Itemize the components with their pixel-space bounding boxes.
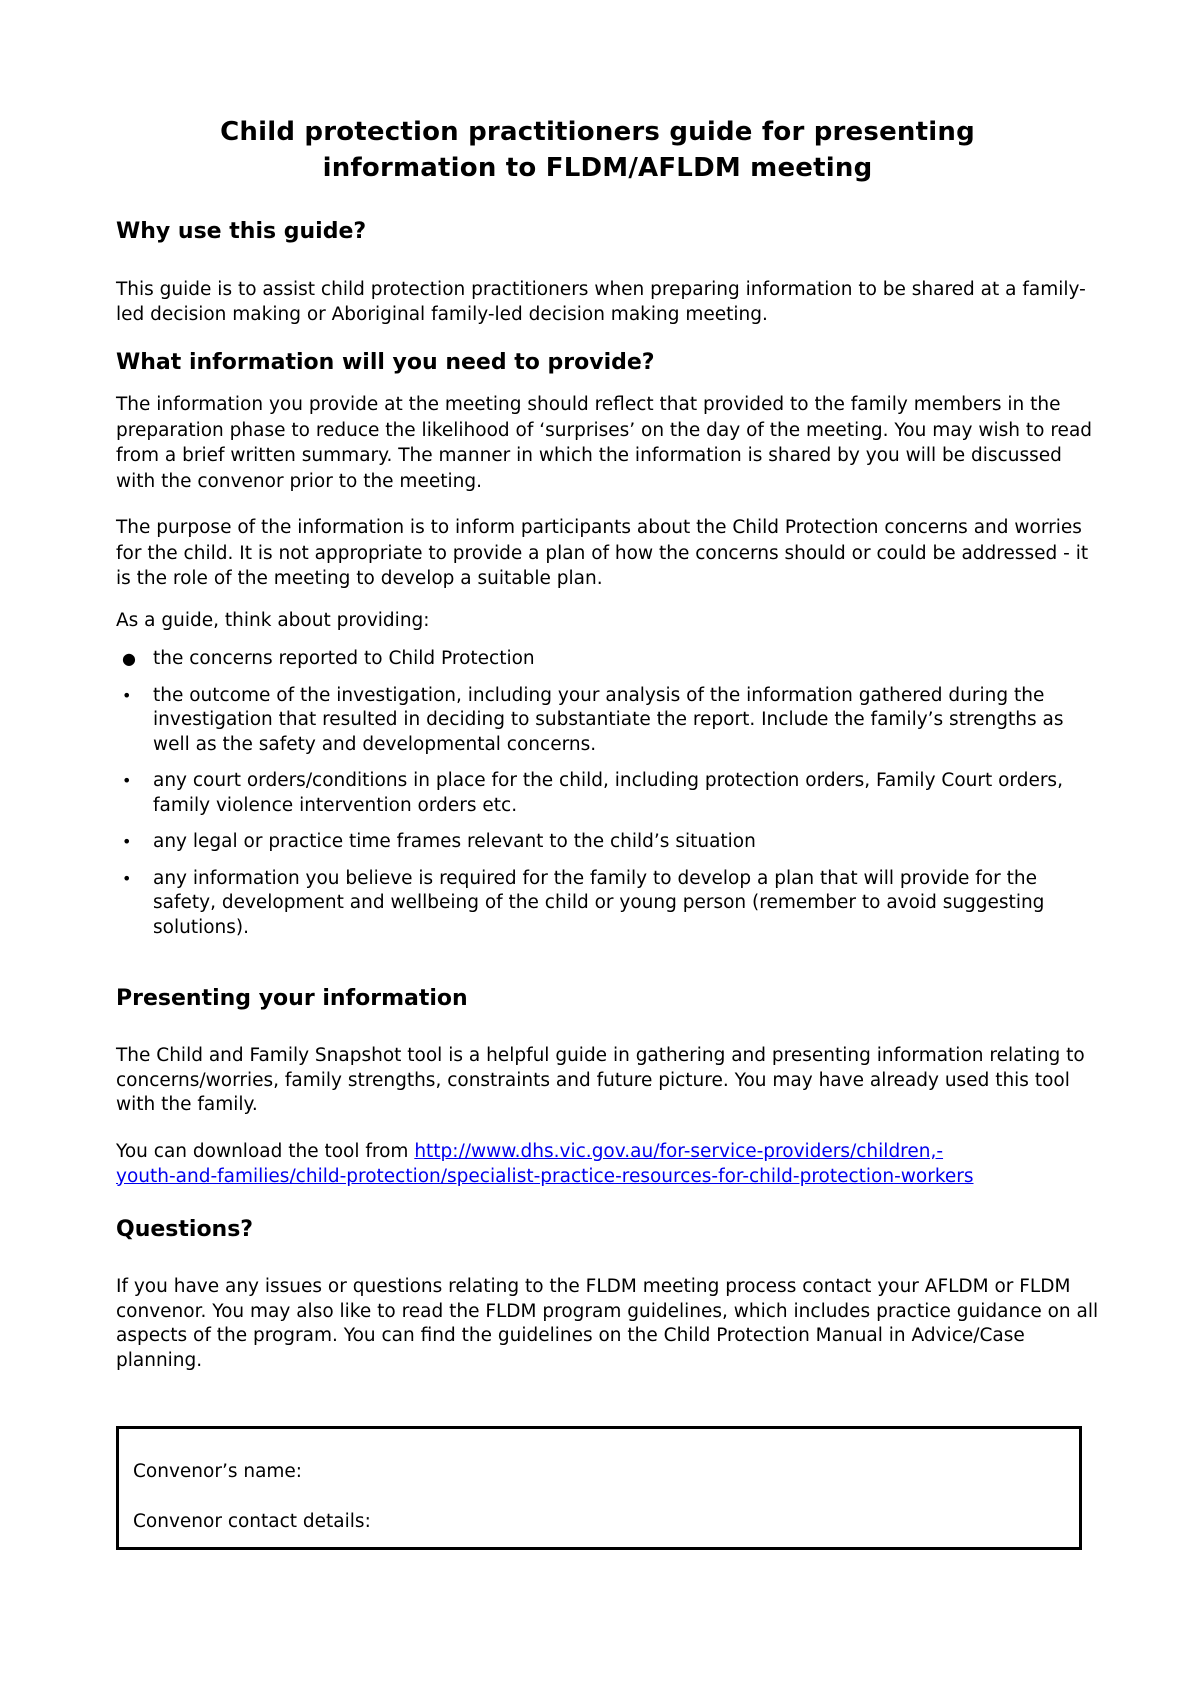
list-item: • any legal or practice time frames relevant to the child’s situation (116, 830, 1101, 855)
convenor-details-label: Convenor contact details: (133, 1511, 371, 1532)
paragraph-what-1: The information you provide at the meeting should reflect that provided to the family members in the preparation phase to reduce the likelihood of ‘surprises’ on the day of the meeting. You may wish to read from a brief written summary. The manner in which the information is shared by you will be discussed with the convenor prior to the meeting. (116, 394, 1093, 492)
paragraph-download: You can download the tool from http://www.dhs.vic.gov.au/for-service-providers/children,- youth-and-families/child-protection/specialist-practice-resources-for-child-protection-workers (116, 1141, 974, 1187)
heading-what-information: What information will you need to provide? (116, 350, 655, 375)
provide-list (116, 647, 1101, 952)
paragraph-why-body: This guide is to assist child protection practitioners when preparing information to be shared at a family-led decision making or Aboriginal family-led decision making meeting. (116, 279, 1086, 325)
heading-questions: Questions? (116, 1217, 254, 1242)
heading-presenting-information: Presenting your information (116, 986, 468, 1011)
bullet-icon: • (122, 868, 132, 888)
bullet-icon: • (122, 685, 132, 705)
paragraph-what-2: The purpose of the information is to inform participants about the Child Protection concerns and worries for the child. It is not appropriate to provide a plan of how the concerns should or could be addressed - it is the role of the meeting to develop a suitable plan. (116, 517, 1089, 589)
paragraph-presenting-body: The Child and Family Snapshot tool is a helpful guide in gathering and presenting information relating to concerns/worries, family strengths, constraints and future picture. You may have already used this tool with the family. (116, 1045, 1085, 1115)
paragraph-guide-intro: As a guide, think about providing: (116, 610, 430, 631)
download-link[interactable]: http://www.dhs.vic.gov.au/for-service-providers/children,- youth-and-families/child-protection/specialist-practice-resources-for-child-protection-workers (116, 1141, 974, 1187)
bullet-icon: • (122, 771, 132, 790)
bullet-icon: ● (122, 649, 136, 668)
convenor-name-label: Convenor’s name: (133, 1461, 303, 1482)
list-item: • any court orders/conditions in place for the child, including protection orders, Family Court orders, family violence intervention orders etc. (122, 770, 1063, 816)
paragraph-questions-body: If you have any issues or questions relating to the FLDM meeting process contact your AFLDM or FLDM convenor. You may also like to read the FLDM program guidelines, which includes practice guidance on all aspects of the program. You can find the guidelines on the Child Protection Manual in Advice/Case planning. (116, 1276, 1099, 1371)
convenor-contact-box (116, 1426, 1082, 1550)
list-item: • the outcome of the investigation, including your analysis of the information gathered during the investigation that resulted in deciding to substantiate the report. Include the family’s strengths as well as the safety and developmental concerns. (122, 684, 1064, 755)
bullet-icon: • (122, 832, 132, 851)
title-line-1: Child protection practitioners guide for presenting (220, 117, 975, 147)
document-title (116, 114, 1079, 186)
list-item: ● the concerns reported to Child Protection (116, 647, 1101, 672)
list-item: • any information you believe is required for the family to develop a plan that will provide for the safety, development and wellbeing of the child or young person (remember to avoid suggesting solutions). (122, 867, 1045, 938)
title-line-2: information to FLDM/AFLDM meeting (322, 153, 873, 183)
heading-why-use-guide: Why use this guide? (116, 219, 367, 244)
